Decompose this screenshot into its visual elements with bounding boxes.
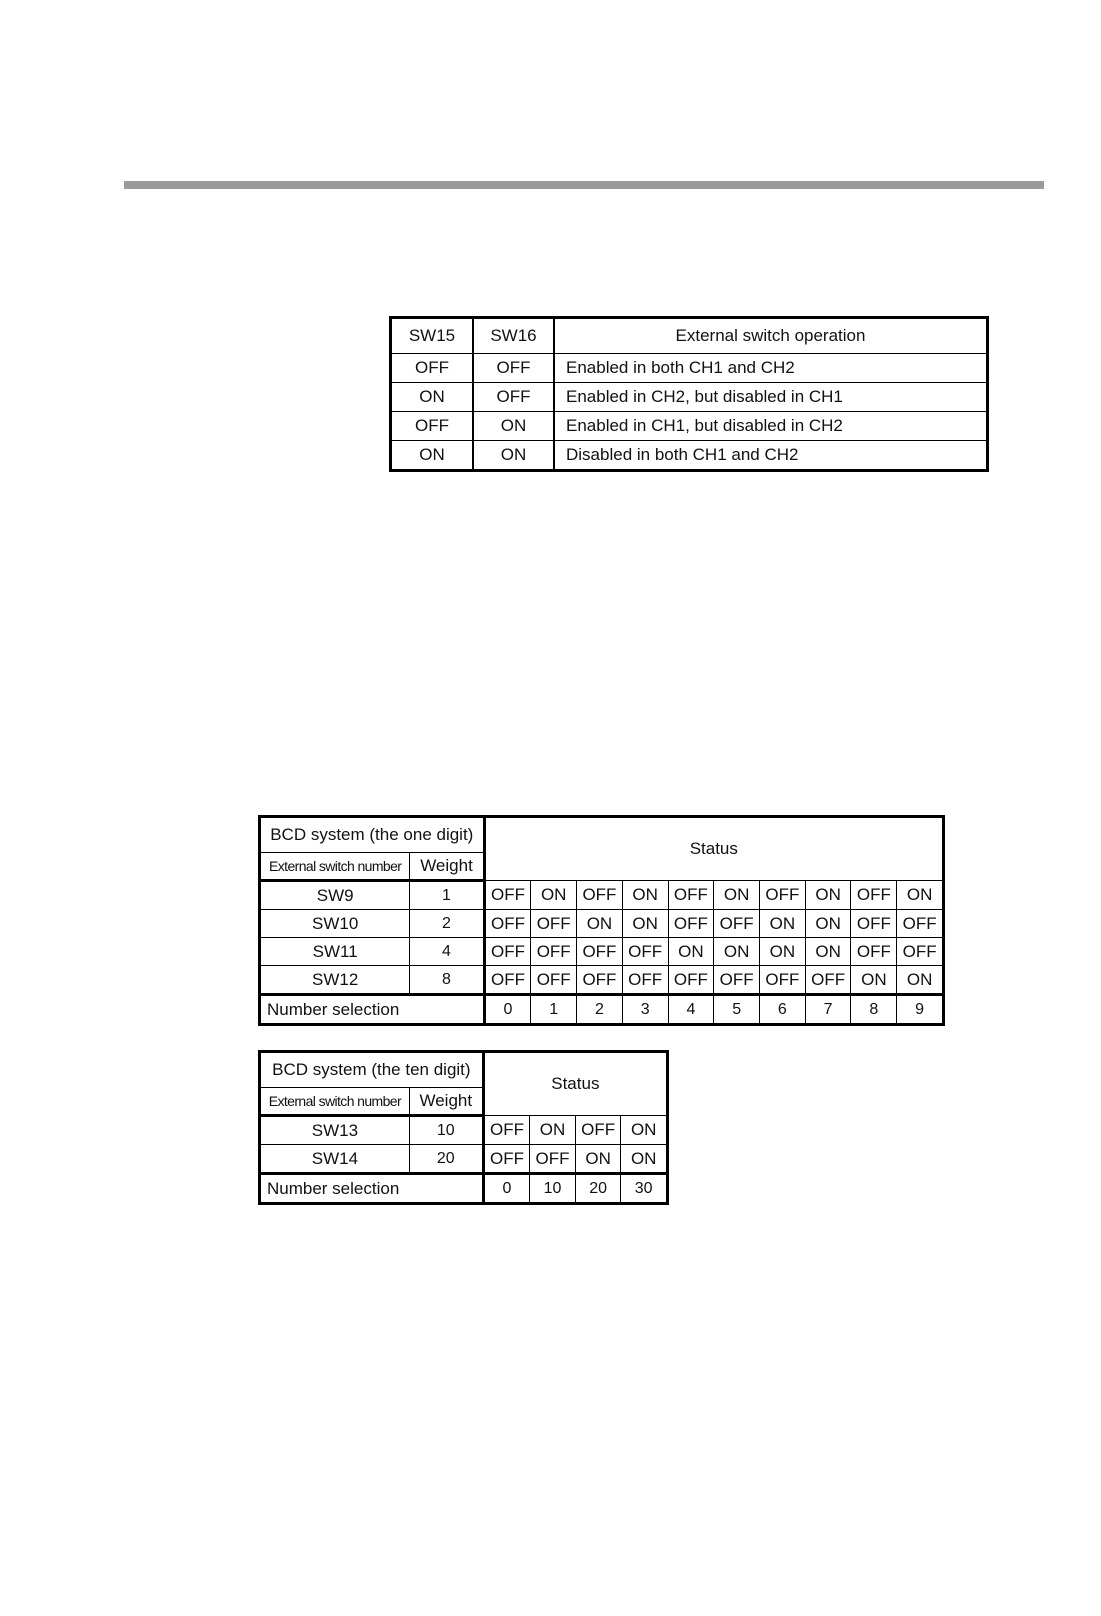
sw16-cell: ON xyxy=(473,441,554,471)
status-header: Status xyxy=(483,1052,667,1116)
status-cell: ON xyxy=(622,881,668,910)
status-cell: ON xyxy=(622,910,668,938)
status-cell: ON xyxy=(897,881,944,910)
status-cell: OFF xyxy=(484,910,531,938)
number-cell: 0 xyxy=(484,995,531,1025)
number-cell: 0 xyxy=(483,1174,530,1204)
bcd-caption-row xyxy=(260,817,944,853)
table-row xyxy=(260,910,944,938)
status-cell: OFF xyxy=(805,966,851,995)
sw15-cell: OFF xyxy=(391,412,474,441)
status-cell: ON xyxy=(575,1145,621,1174)
number-cell: 5 xyxy=(714,995,760,1025)
operation-cell: Enabled in both CH1 and CH2 xyxy=(554,354,988,383)
switch-name-cell: SW11 xyxy=(260,938,410,966)
status-cell: OFF xyxy=(531,966,577,995)
number-selection-row xyxy=(260,995,944,1025)
weight-cell: 1 xyxy=(410,881,484,910)
table-row xyxy=(260,881,944,910)
table-row xyxy=(391,383,988,412)
status-cell: ON xyxy=(805,881,851,910)
status-cell: ON xyxy=(621,1116,668,1145)
status-cell: OFF xyxy=(851,910,897,938)
status-cell: OFF xyxy=(577,938,623,966)
switch-name-cell: SW14 xyxy=(260,1145,410,1174)
number-selection-label: Number selection xyxy=(260,1174,484,1204)
weight-cell: 10 xyxy=(409,1116,483,1145)
status-cell: ON xyxy=(621,1145,668,1174)
weight-cell: 20 xyxy=(409,1145,483,1174)
status-cell: ON xyxy=(531,881,577,910)
table-header-row xyxy=(391,318,988,354)
status-cell: ON xyxy=(530,1116,576,1145)
sw16-cell: OFF xyxy=(473,354,554,383)
status-cell: ON xyxy=(714,938,760,966)
switch-name-cell: SW12 xyxy=(260,966,410,995)
status-cell: OFF xyxy=(530,1145,576,1174)
switch-name-cell: SW13 xyxy=(260,1116,410,1145)
status-cell: OFF xyxy=(484,966,531,995)
number-cell: 20 xyxy=(575,1174,621,1204)
status-cell: OFF xyxy=(668,881,714,910)
status-cell: ON xyxy=(668,938,714,966)
status-cell: ON xyxy=(577,910,623,938)
table-row xyxy=(260,1145,668,1174)
header-sw15: SW15 xyxy=(391,318,474,354)
number-cell: 30 xyxy=(621,1174,668,1204)
switch-name-cell: SW9 xyxy=(260,881,410,910)
status-cell: OFF xyxy=(851,881,897,910)
status-cell: OFF xyxy=(531,910,577,938)
status-cell: OFF xyxy=(668,966,714,995)
operation-cell: Enabled in CH1, but disabled in CH2 xyxy=(554,412,988,441)
column-external-switch-number: External switch number xyxy=(260,853,410,881)
status-cell: OFF xyxy=(714,910,760,938)
number-selection-label: Number selection xyxy=(260,995,485,1025)
status-cell: OFF xyxy=(897,938,944,966)
status-cell: ON xyxy=(851,966,897,995)
status-cell: ON xyxy=(805,938,851,966)
bcd-ten-digit-table xyxy=(258,1050,669,1205)
bcd-one-caption: BCD system (the one digit) xyxy=(260,817,485,853)
number-selection-row xyxy=(260,1174,668,1204)
table-row xyxy=(260,966,944,995)
sw15-cell: ON xyxy=(391,383,474,412)
status-cell: OFF xyxy=(484,881,531,910)
status-cell: OFF xyxy=(484,938,531,966)
column-external-switch-number: External switch number xyxy=(260,1088,410,1116)
status-header: Status xyxy=(484,817,943,881)
status-cell: OFF xyxy=(577,966,623,995)
number-cell: 8 xyxy=(851,995,897,1025)
status-cell: OFF xyxy=(531,938,577,966)
header-sw16: SW16 xyxy=(473,318,554,354)
operation-cell: Enabled in CH2, but disabled in CH1 xyxy=(554,383,988,412)
status-cell: OFF xyxy=(760,881,806,910)
number-cell: 6 xyxy=(760,995,806,1025)
weight-cell: 2 xyxy=(410,910,484,938)
status-cell: OFF xyxy=(483,1116,530,1145)
status-cell: OFF xyxy=(851,938,897,966)
header-operation: External switch operation xyxy=(554,318,988,354)
number-cell: 7 xyxy=(805,995,851,1025)
status-cell: ON xyxy=(760,938,806,966)
status-cell: OFF xyxy=(483,1145,530,1174)
table-row xyxy=(391,441,988,471)
status-cell: OFF xyxy=(622,966,668,995)
table-row xyxy=(391,354,988,383)
status-cell: ON xyxy=(897,966,944,995)
switch-name-cell: SW10 xyxy=(260,910,410,938)
number-cell: 2 xyxy=(577,995,623,1025)
bcd-one-digit-table xyxy=(258,815,945,1026)
sw16-cell: ON xyxy=(473,412,554,441)
table-row xyxy=(260,1116,668,1145)
status-cell: OFF xyxy=(575,1116,621,1145)
table-row xyxy=(391,412,988,441)
status-cell: ON xyxy=(805,910,851,938)
number-cell: 1 xyxy=(531,995,577,1025)
number-cell: 4 xyxy=(668,995,714,1025)
status-cell: OFF xyxy=(577,881,623,910)
sw15-cell: OFF xyxy=(391,354,474,383)
status-cell: ON xyxy=(760,910,806,938)
status-cell: ON xyxy=(714,881,760,910)
number-cell: 10 xyxy=(530,1174,576,1204)
external-switch-operation-table xyxy=(389,316,989,472)
operation-cell: Disabled in both CH1 and CH2 xyxy=(554,441,988,471)
sw16-cell: OFF xyxy=(473,383,554,412)
column-weight: Weight xyxy=(410,853,484,881)
header-rule xyxy=(124,181,1044,189)
weight-cell: 8 xyxy=(410,966,484,995)
status-cell: OFF xyxy=(897,910,944,938)
status-cell: OFF xyxy=(760,966,806,995)
number-cell: 3 xyxy=(622,995,668,1025)
sw15-cell: ON xyxy=(391,441,474,471)
status-cell: OFF xyxy=(668,910,714,938)
table-row xyxy=(260,938,944,966)
number-cell: 9 xyxy=(897,995,944,1025)
status-cell: OFF xyxy=(714,966,760,995)
column-weight: Weight xyxy=(409,1088,483,1116)
bcd-ten-caption: BCD system (the ten digit) xyxy=(260,1052,484,1088)
bcd-caption-row xyxy=(260,1052,668,1088)
status-cell: OFF xyxy=(622,938,668,966)
weight-cell: 4 xyxy=(410,938,484,966)
